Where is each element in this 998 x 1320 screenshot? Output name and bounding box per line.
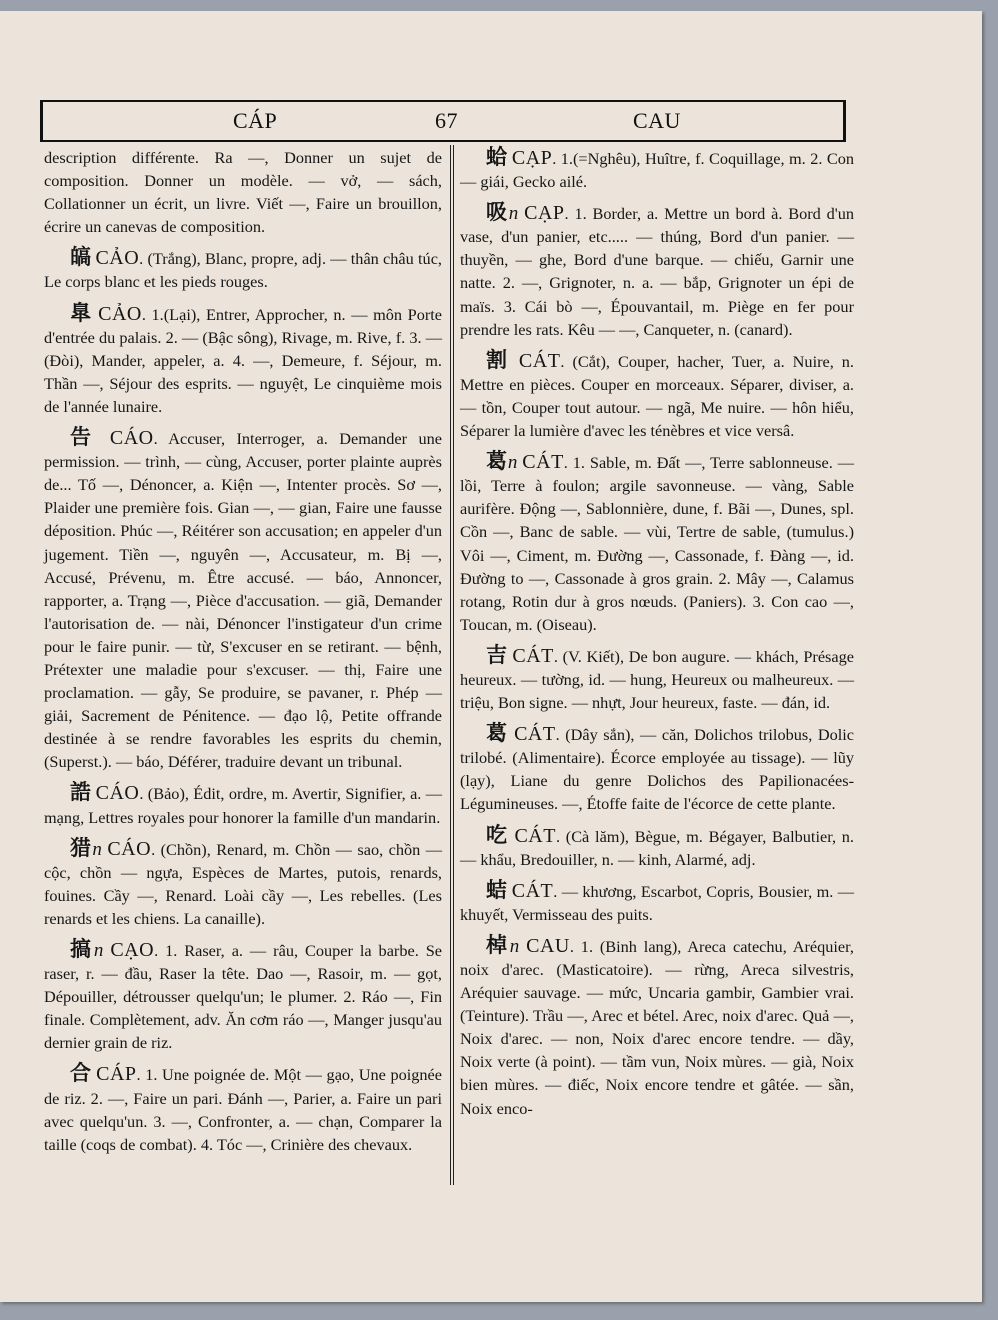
entry-text: . (Chồn), Renard, m. Chồn — sao, chồn — cộc, chồn — ngựa, Espèces de Martes, putois, renards, fouines. Cầy —, Renard. Loài cầy —, Les rebelles. (Les renards et les chiens. La canaille). bbox=[44, 839, 443, 928]
headword: CÁP bbox=[96, 1063, 137, 1086]
entry-text: . 1. (Binh lang), Areca catechu, Aréquier, noix d'arec. (Masticatoire). — rừng, Areca silvestris, Aréquier sauvage. — mức, Uncaria gambir, Gambier vrai. (Teinture). Trầu —, Arec et bétel. Arec, noix d'arec. Quả —, Noix d'arec. — non, Noix d'arec encore tendre. — dầy, Noix verte (à point). — tầm vun, Noix mùres. — già, Noix bien mùres. — điếc, Noix encore tendre et gâtée. — sần, Noix enco- bbox=[460, 936, 854, 1118]
entry-text: . — khương, Escarbot, Copris, Bousier, m. — khuyết, Vermisseau des puits. bbox=[460, 881, 854, 924]
hanzi-character: 蛣 bbox=[486, 877, 508, 902]
dictionary-entry bbox=[460, 879, 854, 926]
dictionary-entry bbox=[44, 426, 442, 773]
column-divider bbox=[450, 145, 454, 1185]
nom-marker: n bbox=[93, 940, 104, 961]
headword: CẠO bbox=[110, 939, 155, 961]
entry-text: description différente. Ra —, Donner un sujet de composition. Donner un modèle. — vở, — sách, Collationner un écrit, un livre. Viết —, Faire un brouillon, écrire un canevas de composition. bbox=[44, 148, 442, 237]
entry-text: . 1. Sable, m. Đất —, Terre sablonneuse. — lồi, Terre à foulon; argile savonneuse. — vàng, Sable aurifère. Động —, Sablonnière, dune, f. Bãi —, Dunes, spl. Cồn —, Banc de sable. — vùi, Tertre de sable, (tumulus.) Vôi —, Ciment, m. Đường —, Cassonade, f. Đàng —, id. Đường to —, Cassonade à gros grain. 2. Mây —, Calamus rotang, Rotin dur à gros nœuds. (Paniers). 3. Con cao —, Toucan, m. (Oiseau). bbox=[460, 453, 854, 634]
nom-marker: n bbox=[507, 452, 518, 474]
dictionary-entry bbox=[460, 146, 854, 193]
headword: CÁT bbox=[518, 349, 561, 372]
dictionary-entry bbox=[44, 938, 442, 1054]
hanzi-character: 合 bbox=[70, 1061, 92, 1086]
left-column bbox=[44, 146, 442, 1164]
entry-text: . (Cà lăm), Bègue, m. Bégayer, Balbutier, n. — khẩu, Bredouiller, n. — kinh, Alarmé, adj. bbox=[460, 826, 855, 869]
entry-text: . 1.(Lại), Entrer, Approcher, n. — môn Porte d'entrée du palais. 2. — (Bậc sông), Rivage, m. Rive, f. 3. —(Đòi), Mander, appeler, a. 4. —, Demeure, f. Séjour, m. Thần —, Séjour des esprits. — nguyệt, Le cinquième mois de l'année lunaire. bbox=[44, 304, 443, 416]
headword: CẠP bbox=[511, 147, 553, 169]
entry-text: . (Dây sắn), — căn, Dolichos trilobus, Dolic trilobé. (Alimentaire). Écorce employée au tissage). — lũy (lạy), Liane du genre Dolichos des Papilionacées-Légumineuses. —, Étoffe faite de l'écorce de cette plante. bbox=[460, 725, 855, 814]
dictionary-entry bbox=[460, 722, 854, 815]
entry-text: . 1.(=Nghêu), Huître, f. Coquillage, m. 2. Con — giái, Gecko ailé. bbox=[460, 149, 854, 192]
entry-text: . Accuser, Interroger, a. Demander une permission. — trình, — cùng, Accuser, porter plainte auprès de... Tố —, Dénoncer, a. Kiện —, Intenter procès. Sơ —, Plaider une première fois. Gian —, — gian, Faire une fausse déposition. Phúc —, Réitérer son accusation; en appeler d'un jugement. Tiền —, nguyên —, Accusateur, m. Bị —, Accusé, Prévenu, m. Être accusé. — báo, Annoncer, rapporter, a. Trạng —, Pièce d'accusation. — giã, Demander l'autorisation de. — nài, Dénoncer l'instigateur d'un crime pour le faire punir. — từ, S'excuser en se retirant. — bệnh, Prétexter une maladie pour s'excuser. — thị, Faire une proclamation. — gẫy, Se produire, se pavaner, r. Phép — giải, Sacrement de Pénitence. — đạo lộ, Petite offrande destinée à se rendre favorables les esprits du chemin, (Superst.). — báo, Déférer, traduire devant un tribunal. bbox=[44, 429, 443, 772]
headword: CẠP bbox=[524, 202, 565, 225]
entry-text: . 1. Une poignée de. Một — gạo, Une poignée de riz. 2. —, Faire un pari. Đánh —, Parier, a. Faire un pari avec quelqu'un. 3. —, Confronter, a. — chạn, Comparer la taille (coqs de combat). 4. Tóc —, Crinière des chevaux. bbox=[44, 1065, 442, 1154]
hanzi-character: 蛤 bbox=[486, 145, 508, 169]
dictionary-entry bbox=[44, 781, 442, 828]
dictionary-entry bbox=[460, 934, 854, 1120]
entry-text: . 1. Raser, a. — râu, Couper la barbe. Se raser, r. — đầu, Raser la tête. Dao —, Rasoir, m. — gọt, Dépouiller, détrousser quelqu'un; le plumer. 2. Ráo —, Fin finale. Complètement, adv. Ăn cơm ráo —, Manger jusqu'au dernier grain de riz. bbox=[44, 941, 443, 1053]
entry-text: . (Trắng), Blanc, propre, adj. — thân châu túc, Le corps blanc et les pieds rouges. bbox=[44, 249, 442, 292]
dictionary-entry bbox=[460, 201, 854, 341]
hanzi-character: 皜 bbox=[70, 245, 92, 270]
hanzi-character: 告 bbox=[70, 425, 99, 450]
nom-marker: n bbox=[509, 935, 520, 957]
hanzi-character: 臯 bbox=[70, 300, 93, 325]
dictionary-entry bbox=[44, 302, 442, 418]
headword: CÁO bbox=[109, 427, 154, 450]
dictionary-entry bbox=[44, 837, 442, 930]
dictionary-entry bbox=[44, 146, 442, 238]
running-head-right: CAU bbox=[633, 108, 681, 133]
page-number: 67 bbox=[435, 108, 458, 133]
running-head bbox=[40, 100, 846, 142]
nom-marker: n bbox=[508, 203, 519, 225]
headword: CÁO bbox=[107, 837, 152, 860]
dictionary-entry bbox=[460, 644, 854, 714]
hanzi-character: 吉 bbox=[486, 642, 508, 667]
hanzi-character: 猎 bbox=[70, 835, 93, 860]
right-column bbox=[460, 146, 854, 1128]
headword: CÁT bbox=[512, 644, 554, 667]
hanzi-character: 誥 bbox=[70, 780, 92, 805]
dictionary-entry bbox=[44, 1062, 442, 1155]
nom-marker: n bbox=[92, 838, 102, 860]
dictionary-entry bbox=[460, 824, 854, 871]
headword: CÁT bbox=[514, 723, 556, 746]
running-head-left: CÁP bbox=[233, 108, 278, 133]
headword: CAU bbox=[526, 934, 570, 957]
entry-text: . (Bảo), Édit, ordre, m. Avertir, Signifier, a. — mạng, Lettres royales pour honorer la famille d'un mandarin. bbox=[44, 784, 443, 827]
headword: CẢO bbox=[95, 247, 140, 270]
entry-text: . (V. Kiết), De bon augure. — khách, Présage heureux. — tường, id. — hung, Heureux ou malheureux. — triệu, Bon signe. — nhựt, Jour heureux, faste. — đán, id. bbox=[460, 646, 854, 713]
dictionary-entry bbox=[460, 450, 854, 636]
headword: CÁO bbox=[95, 782, 140, 805]
headword: CẢO bbox=[98, 302, 142, 325]
entry-text: . (Cắt), Couper, hacher, Tuer, a. Nuire, n. Mettre en pièces. Couper en morceaux. Séparer, diviser, a. — tồn, Couper tout autour. — ngã, Me nuire. — hôn hiểu, Séparer la lumière d'avec les ténèbres et vice versâ. bbox=[460, 351, 855, 441]
hanzi-character: 割 bbox=[486, 347, 511, 372]
headword: CÁT bbox=[522, 451, 564, 474]
hanzi-character: 棹 bbox=[486, 932, 510, 957]
dictionary-entry bbox=[460, 349, 854, 442]
hanzi-character: 吃 bbox=[486, 822, 509, 847]
hanzi-character: 葛 bbox=[486, 449, 508, 474]
entry-text: . 1. Border, a. Mettre un bord à. Bord d'un vase, d'un panier, etc..... — thúng, Bord d'un panier. — thuyền, — ghe, Bord d'une barque. — chiếu, Garnir une natte. 2. —, Grignoter, n. a. — bắp, Grignoter un épi de maïs. 3. Cái bò —, Épouvantail, m. Piège en fer pour prendre les rats. Kêu — —, Canqueter, n. (canard). bbox=[460, 204, 855, 339]
hanzi-character: 葛 bbox=[486, 721, 509, 746]
hanzi-character: 吸 bbox=[486, 200, 509, 225]
headword: CÁT bbox=[514, 824, 556, 847]
hanzi-character: 搞 bbox=[70, 937, 94, 961]
dictionary-entry bbox=[44, 246, 442, 293]
headword: CÁT bbox=[511, 879, 554, 902]
